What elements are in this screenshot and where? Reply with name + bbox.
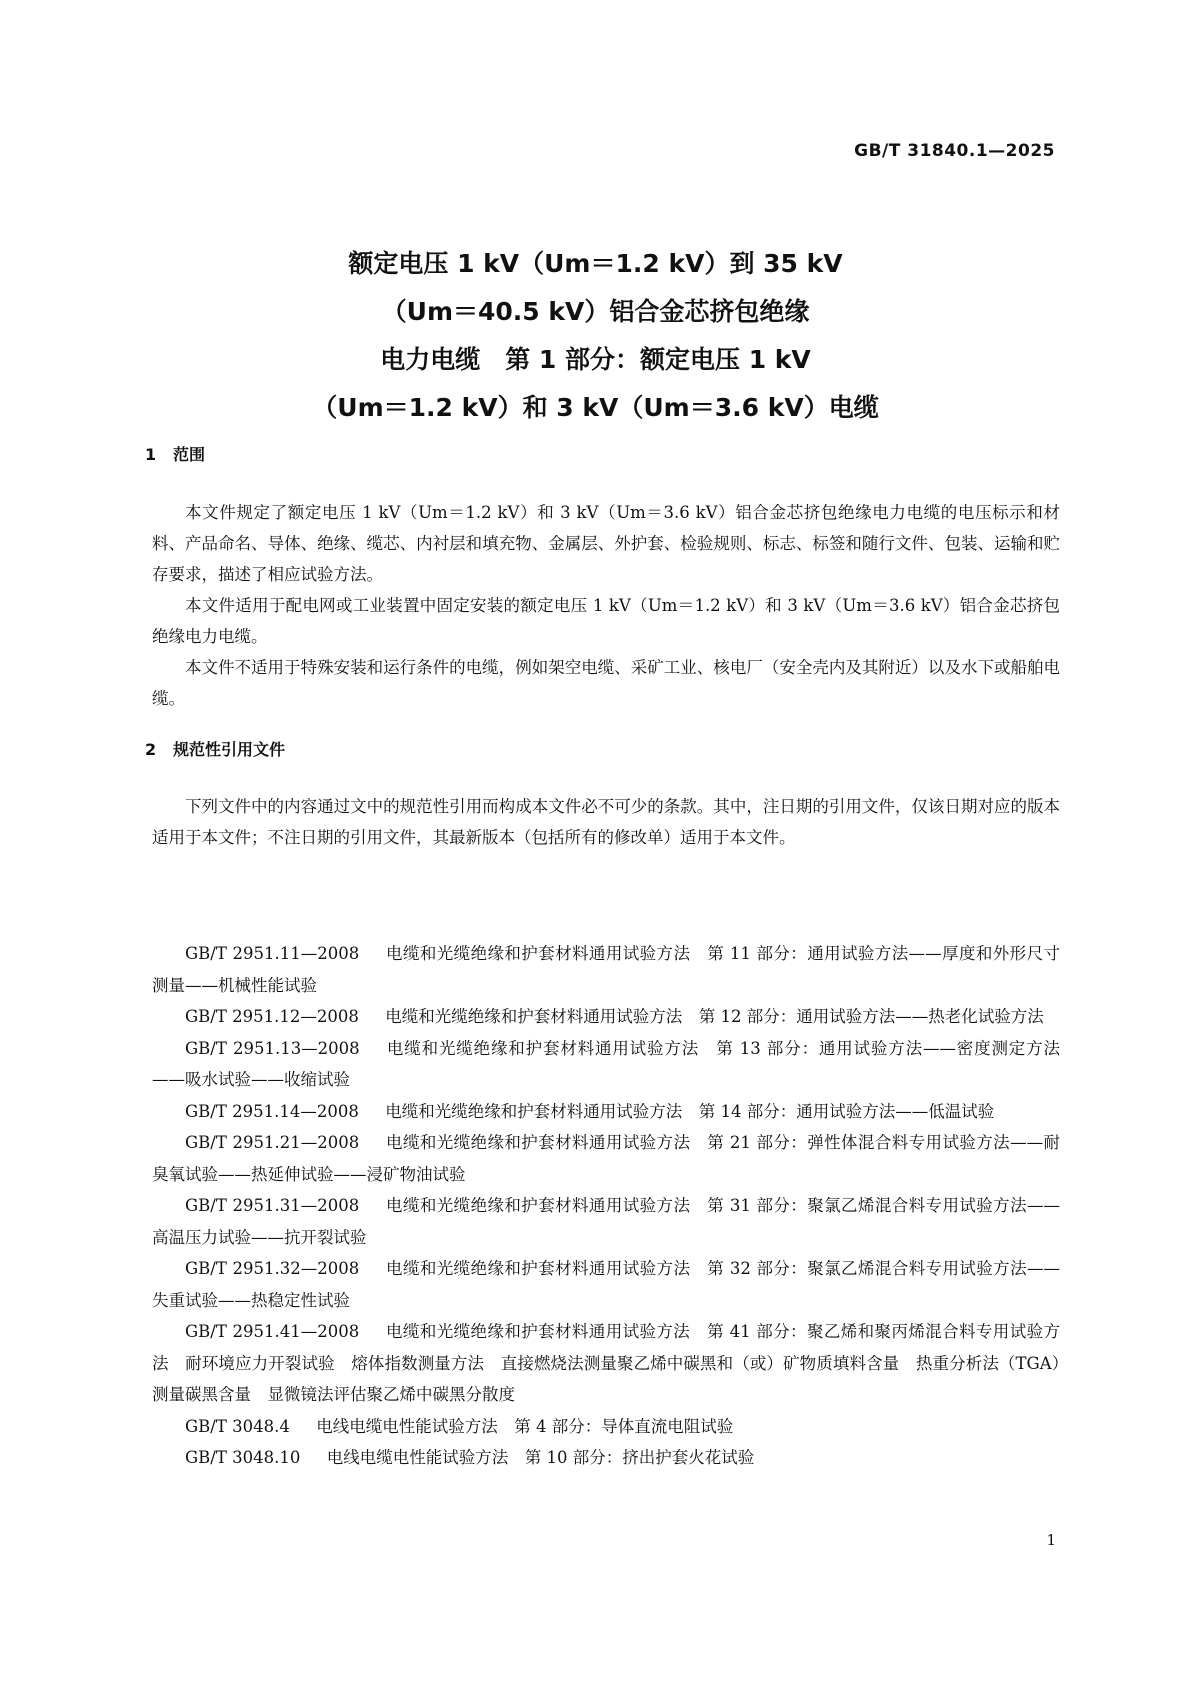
reference-code: GB/T 2951.12—2008: [185, 1007, 359, 1026]
reference-code: GB/T 2951.32—2008: [185, 1259, 360, 1278]
reference-title: 电线电缆电性能试验方法 第 10 部分：挤出护套火花试验: [326, 1448, 755, 1467]
reference-item: [152, 1316, 1060, 1411]
title-line-4: （Um＝1.2 kV）和 3 kV（Um＝3.6 kV）电缆: [312, 393, 879, 422]
reference-title: 电缆和光缆绝缘和护套材料通用试验方法 第 11 部分：通用试验方法——厚度和外形尺寸测量——机械性能试验: [152, 944, 1060, 995]
title-line-2: （Um＝40.5 kV）铝合金芯挤包绝缘: [381, 297, 810, 326]
reference-title: 电缆和光缆绝缘和护套材料通用试验方法 第 21 部分：弹性体混合料专用试验方法——耐臭氧试验——热延伸试验——浸矿物油试验: [152, 1133, 1060, 1184]
reference-code: GB/T 2951.14—2008: [185, 1101, 359, 1121]
reference-title: 电缆和光缆绝缘和护套材料通用试验方法 第 31 部分：聚氯乙烯混合料专用试验方法——高温压力试验——抗开裂试验: [152, 1196, 1060, 1247]
section-1-number: 1: [145, 445, 157, 464]
reference-code: GB/T 3048.10: [185, 1448, 301, 1467]
page-number: 1: [1046, 1531, 1056, 1549]
reference-item: [152, 1096, 1060, 1128]
reference-code: GB/T 2951.41—2008: [185, 1322, 360, 1341]
section-2-heading: [145, 737, 285, 760]
reference-title: 电线电缆电性能试验方法 第 4 部分：导体直流电阻试验: [316, 1416, 734, 1436]
document-title: [150, 240, 1041, 432]
scope-paragraph-1: 本文件规定了额定电压 1 kV（Um＝1.2 kV）和 3 kV（Um＝3.6 kV）铝合金芯挤包绝缘电力电缆的电压标示和材料、产品命名、导体、绝缘、缆芯、内衬层和填充物、金属层、外护套、检验规则、标志、标签和随行文件、包装、运输和贮存要求，描述了相应试验方法。: [152, 503, 1060, 584]
reference-title: 电缆和光缆绝缘和护套材料通用试验方法 第 32 部分：聚氯乙烯混合料专用试验方法——失重试验——热稳定性试验: [152, 1259, 1060, 1310]
scope-paragraph-2: 本文件适用于配电网或工业装置中固定安装的额定电压 1 kV（Um＝1.2 kV）和 3 kV（Um＝3.6 kV）铝合金芯挤包绝缘电力电缆。: [152, 596, 1060, 646]
reference-item: [152, 1442, 1060, 1474]
normative-intro-paragraph: 下列文件中的内容通过文中的规范性引用而构成本文件必不可少的条款。其中，注日期的引用文件，仅该日期对应的版本适用于本文件；不注日期的引用文件，其最新版本（包括所有的修改单）适用于本文件。: [152, 797, 1060, 847]
reference-item: [152, 938, 1060, 1001]
scope-paragraph-3: 本文件不适用于特殊安装和运行条件的电缆，例如架空电缆、采矿工业、核电厂（安全壳内及其附近）以及水下或船舶电缆。: [152, 658, 1060, 708]
reference-code: GB/T 3048.4: [185, 1416, 290, 1436]
reference-code: GB/T 2951.21—2008: [185, 1133, 360, 1152]
section-1-title: 范围: [173, 445, 206, 464]
reference-title: 电缆和光缆绝缘和护套材料通用试验方法 第 12 部分：通用试验方法——热老化试验方法: [385, 1007, 1044, 1026]
reference-item: [152, 1001, 1060, 1033]
reference-item: [152, 1253, 1060, 1316]
standard-number: GB/T 31840.1—2025: [854, 141, 1055, 161]
reference-item: [152, 1127, 1060, 1190]
reference-code: GB/T 2951.31—2008: [185, 1196, 360, 1215]
reference-item: [152, 1033, 1060, 1096]
title-line-3: 电力电缆 第 1 部分：额定电压 1 kV: [380, 345, 811, 374]
reference-title: 电缆和光缆绝缘和护套材料通用试验方法 第 41 部分：聚乙烯和聚丙烯混合料专用试验方法 耐环境应力开裂试验 熔体指数测量方法 直接燃烧法测量聚乙烯中碳黑和（或）矿物质填料含量 热重分析法（TGA）测量碳黑含量 显微镜法评估聚乙烯中碳黑分散度: [152, 1322, 1060, 1404]
reference-title: 电缆和光缆绝缘和护套材料通用试验方法 第 14 部分：通用试验方法——低温试验: [385, 1101, 995, 1121]
section-2-title: 规范性引用文件: [173, 740, 286, 759]
reference-item: [152, 1190, 1060, 1253]
reference-list: [152, 938, 1060, 1474]
reference-title: 电缆和光缆绝缘和护套材料通用试验方法 第 13 部分：通用试验方法——密度测定方法——吸水试验——收缩试验: [152, 1038, 1060, 1089]
reference-code: GB/T 2951.11—2008: [185, 944, 360, 963]
section-2-number: 2: [145, 740, 157, 759]
reference-item: [152, 1411, 1060, 1443]
reference-code: GB/T 2951.13—2008: [185, 1038, 360, 1058]
title-line-1: 额定电压 1 kV（Um＝1.2 kV）到 35 kV: [348, 249, 843, 278]
section-1-heading: [145, 442, 205, 465]
